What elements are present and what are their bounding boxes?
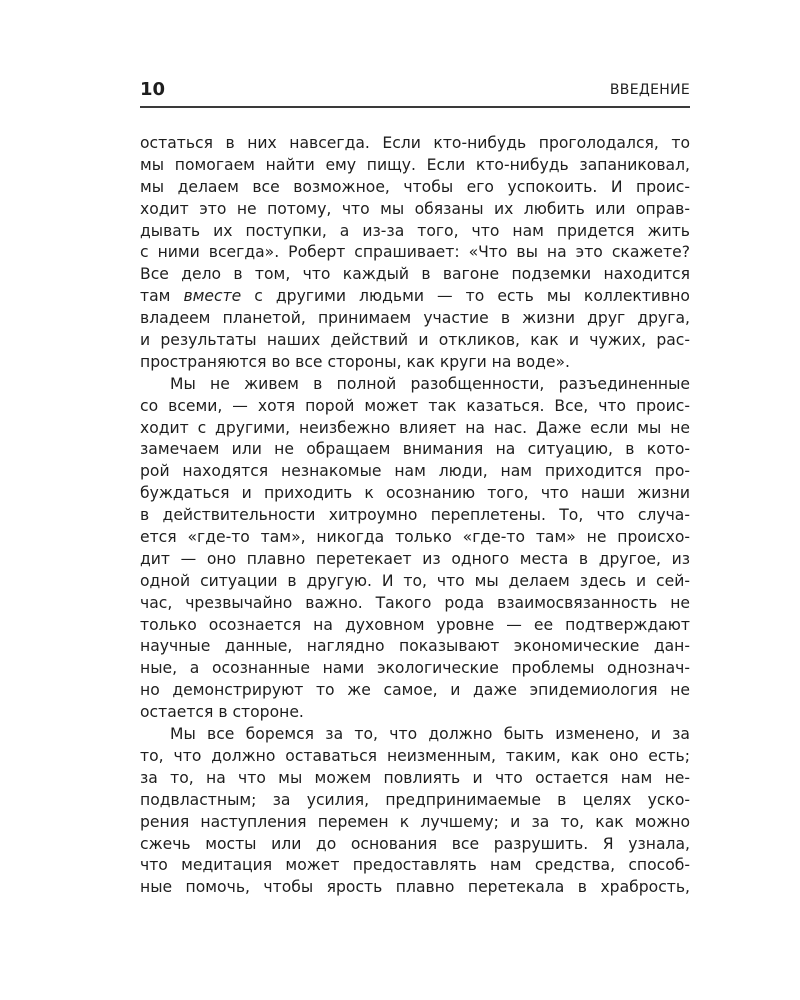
text-line: но демонстрируют то же самое, и даже эпидемиология не: [140, 681, 690, 700]
text-line: одной ситуации в другую. И то, что мы делаем здесь и сей-: [140, 571, 690, 590]
page-number: 10: [140, 79, 166, 100]
text-line: что медитация может предоставлять нам средства, способ-: [140, 856, 690, 875]
paragraph-first-line: Мы не живем в полной разобщенности, разъединенные: [170, 374, 690, 393]
text-line: час, чрезвычайно важно. Такого рода взаимосвязанность не: [140, 593, 690, 612]
text-line: ные, а осознанные нами экологические проблемы однознач-: [140, 659, 690, 678]
text-line: то, что должно оставаться неизменным, таким, как оно есть;: [140, 746, 690, 765]
text-fragment: с другими людьми — то есть мы коллективно: [241, 287, 690, 306]
text-line: рой находятся незнакомые нам люди, нам приходится про-: [140, 462, 690, 481]
text-line: Все дело в том, что каждый в вагоне подземки находится: [140, 265, 690, 284]
emphasized-word: вместе: [183, 287, 242, 306]
text-fragment: там: [140, 287, 184, 306]
text-line: ходит с другими, неизбежно влияет на нас. Даже если мы не: [140, 418, 690, 437]
text-line: со всеми, — хотя порой может так казаться. Все, что проис-: [140, 396, 690, 415]
text-line: только осознается на духовном уровне — ее подтверждают: [140, 615, 690, 634]
text-line: остаться в них навсегда. Если кто-нибудь проголодался, то: [140, 134, 690, 152]
paragraph-end-line: остается в стороне.: [140, 703, 304, 722]
header-rule: [140, 106, 690, 108]
text-line-with-emphasis: [140, 286, 690, 308]
text-line: мы делаем все возможное, чтобы его успокоить. И проис-: [140, 177, 690, 196]
page-header: [140, 78, 690, 102]
text-line: ется «где-то там», никогда только «где-то там» не происхо-: [140, 528, 690, 547]
text-line: научные данные, наглядно показывают экономические дан-: [140, 637, 690, 656]
text-line: сжечь мосты или до основания все разрушить. Я узнала,: [140, 834, 690, 853]
text-line: замечаем или не обращаем внимания на ситуацию, в кото-: [140, 440, 690, 459]
text-line: за то, на что мы можем повлиять и что остается нам не-: [140, 768, 690, 787]
paragraph-end-line: пространяются во все стороны, как круги на воде».: [140, 352, 570, 371]
text-line: мы помогаем найти ему пищу. Если кто-нибудь запаниковал,: [140, 155, 690, 174]
text-line: с ними всегда». Роберт спрашивает: «Что вы на это скажете?: [140, 243, 690, 262]
text-line: в действительности хитроумно переплетены. То, что случа-: [140, 506, 690, 525]
text-line: ходит это не потому, что мы обязаны их любить или оправ-: [140, 199, 690, 218]
running-head: ВВЕДЕНИЕ: [609, 82, 690, 98]
text-line: дывать их поступки, а из-за того, что нам придется жить: [140, 221, 690, 240]
text-line: подвластным; за усилия, предпринимаемые в целях уско-: [140, 790, 690, 809]
text-line: буждаться и приходить к осознанию того, что наши жизни: [140, 484, 690, 503]
text-line: рения наступления перемен к лучшему; и за то, как можно: [140, 812, 690, 831]
text-line: владеем планетой, принимаем участие в жизни друг друга,: [140, 309, 690, 328]
text-line: дит — оно плавно перетекает из одного места в другое, из: [140, 549, 690, 568]
body-text: [140, 133, 690, 899]
paragraph-first-line: Мы все боремся за то, что должно быть изменено, и за: [170, 725, 690, 744]
text-line: ные помочь, чтобы ярость плавно перетекала в храбрость,: [140, 878, 690, 897]
text-line: и результаты наших действий и откликов, как и чужих, рас-: [140, 331, 690, 350]
